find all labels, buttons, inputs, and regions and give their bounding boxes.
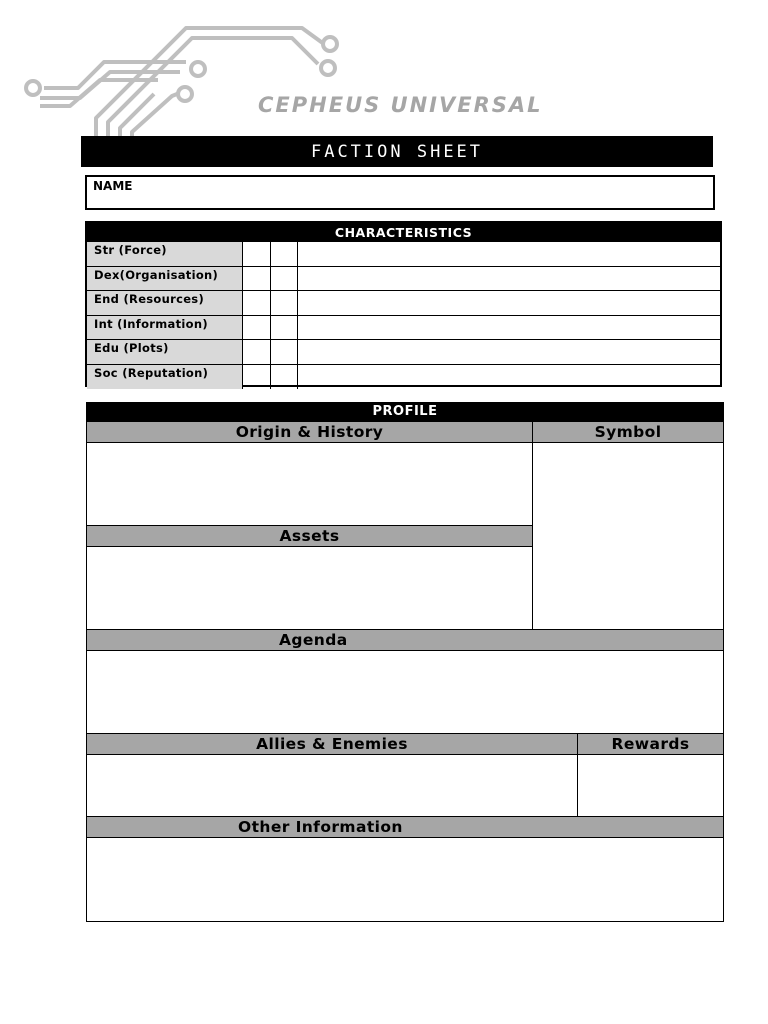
rewards-header: Rewards xyxy=(577,733,724,755)
characteristic-row-end xyxy=(87,290,720,316)
characteristic-value-field[interactable] xyxy=(243,242,271,267)
characteristic-row-dex xyxy=(87,266,720,292)
characteristic-value-field[interactable] xyxy=(243,316,271,341)
characteristic-label: Edu (Plots) xyxy=(87,340,243,365)
characteristic-notes-field[interactable] xyxy=(297,242,720,267)
characteristic-notes-field[interactable] xyxy=(297,365,720,390)
sheet-title: FACTION SHEET xyxy=(81,136,713,167)
characteristic-label: End (Resources) xyxy=(87,291,243,316)
rewards-field[interactable] xyxy=(577,754,724,817)
agenda-header: Agenda xyxy=(86,629,724,651)
characteristic-modifier-field[interactable] xyxy=(270,291,298,316)
characteristic-label: Int (Information) xyxy=(87,316,243,341)
characteristic-row-soc xyxy=(87,364,720,390)
characteristic-value-field[interactable] xyxy=(243,340,271,365)
characteristic-row-str xyxy=(87,241,720,267)
origin-history-header: Origin & History xyxy=(86,421,533,443)
characteristic-modifier-field[interactable] xyxy=(270,242,298,267)
other-information-field[interactable] xyxy=(86,837,724,922)
characteristic-modifier-field[interactable] xyxy=(270,267,298,292)
characteristic-row-edu xyxy=(87,339,720,365)
characteristic-modifier-field[interactable] xyxy=(270,365,298,390)
profile-header: PROFILE xyxy=(86,402,724,421)
characteristics-header: CHARACTERISTICS xyxy=(87,223,720,241)
assets-field[interactable] xyxy=(86,546,533,630)
brand-logo-text: CEPHEUS UNIVERSAL xyxy=(258,93,543,117)
characteristic-notes-field[interactable] xyxy=(297,340,720,365)
characteristic-notes-field[interactable] xyxy=(297,316,720,341)
allies-enemies-header: Allies & Enemies xyxy=(86,733,578,755)
name-field[interactable] xyxy=(85,175,715,210)
origin-history-field[interactable] xyxy=(86,442,533,526)
characteristics-table xyxy=(85,221,722,387)
name-label: NAME xyxy=(93,179,133,193)
agenda-field[interactable] xyxy=(86,650,724,734)
characteristic-value-field[interactable] xyxy=(243,267,271,292)
characteristic-label: Soc (Reputation) xyxy=(87,365,243,390)
symbol-field[interactable] xyxy=(532,442,724,630)
characteristic-value-field[interactable] xyxy=(243,365,271,390)
symbol-header: Symbol xyxy=(532,421,724,443)
characteristic-row-int xyxy=(87,315,720,341)
other-information-header: Other Information xyxy=(86,816,724,838)
allies-enemies-field[interactable] xyxy=(86,754,578,817)
characteristic-label: Dex(Organisation) xyxy=(87,267,243,292)
circuit-logo-graphic xyxy=(0,0,560,150)
characteristic-modifier-field[interactable] xyxy=(270,340,298,365)
characteristic-notes-field[interactable] xyxy=(297,291,720,316)
characteristic-modifier-field[interactable] xyxy=(270,316,298,341)
characteristic-value-field[interactable] xyxy=(243,291,271,316)
characteristic-notes-field[interactable] xyxy=(297,267,720,292)
assets-header: Assets xyxy=(86,525,533,547)
characteristic-label: Str (Force) xyxy=(87,242,243,267)
